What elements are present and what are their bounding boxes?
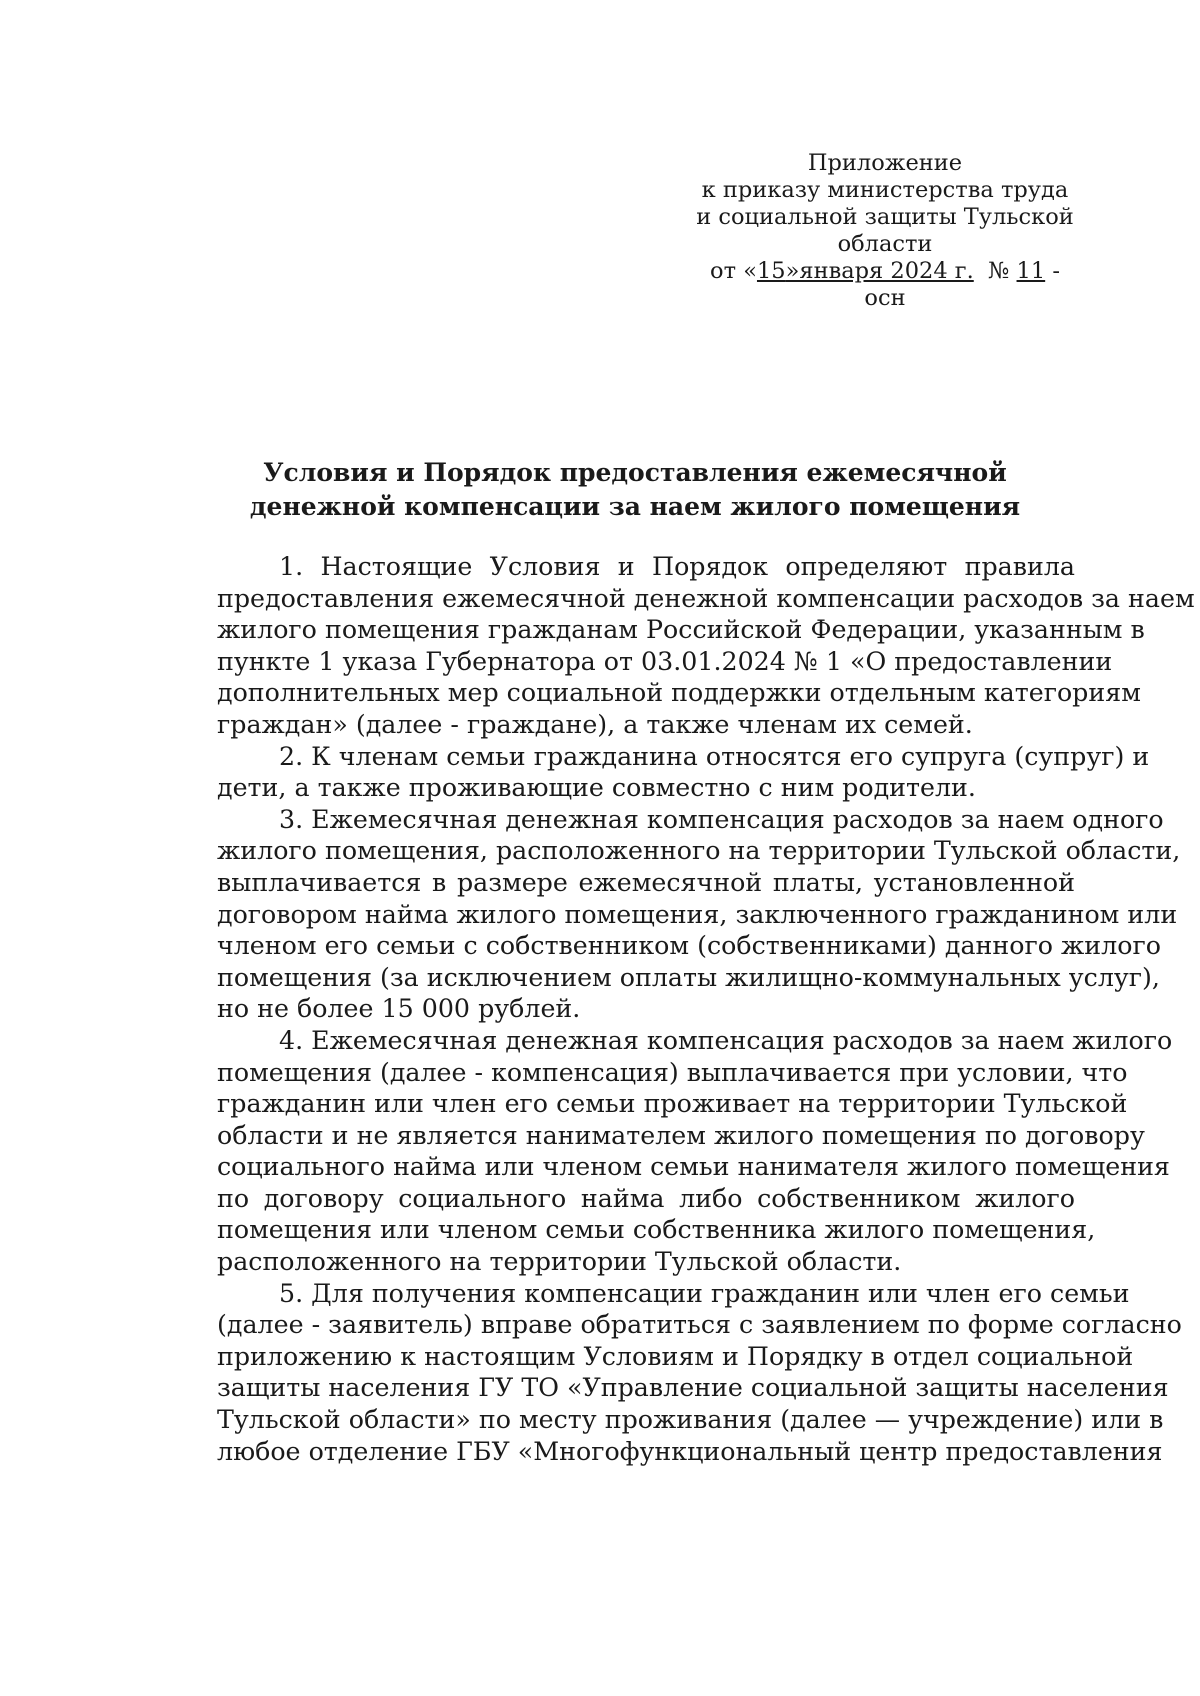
- paragraph-3-line: жилого помещения, расположенного на территории Тульской области,: [217, 836, 1181, 866]
- paragraph-2-line: дети, а также проживающие совместно с ним родители.: [217, 773, 976, 803]
- paragraph-1-line: предоставления ежемесячной денежной компенсации расходов за наем: [217, 583, 1195, 613]
- paragraph-3-line: членом его семьи с собственником (собственниками) данного жилого: [217, 931, 1161, 961]
- appendix-order-ref: к приказу министерства труда: [701, 177, 1069, 203]
- paragraph-5-line: 5. Для получения компенсации гражданин или член его семьи: [279, 1278, 1130, 1308]
- appendix-date-line: [690, 258, 1080, 312]
- date-day: 15: [756, 258, 786, 284]
- paragraph-1-line: дополнительных мер социальной поддержки отдельным категориям: [217, 678, 1141, 708]
- paragraph-4-line: гражданин или член его семьи проживает на территории Тульской: [217, 1089, 1128, 1119]
- paragraph-5-line: Тульской области» по месту проживания (далее — учреждение) или в: [217, 1405, 1164, 1435]
- date-month-year: »января 2024 г.: [785, 258, 974, 284]
- paragraph-3-line: выплачивается в размере ежемесячной платы, установленной: [217, 867, 1075, 897]
- paragraph-2-line: 2. К членам семьи гражданина относятся его супруга (супруг) и: [279, 741, 1150, 771]
- paragraph-5-line: приложению к настоящим Условиям и Порядку в отдел социальной: [217, 1341, 1134, 1371]
- appendix-title: Приложение: [807, 150, 963, 176]
- document-title: [200, 456, 1070, 524]
- paragraph-4-line: области и не является нанимателем жилого помещения по договору: [217, 1120, 1145, 1150]
- paragraph-4-line: помещения (далее - компенсация) выплачивается при условии, что: [217, 1057, 1128, 1087]
- appendix-region: области: [837, 231, 933, 257]
- number-prefix: №: [988, 258, 1010, 284]
- title-line: Условия и Порядок предоставления ежемесячной: [263, 458, 1007, 487]
- paragraph-5-line: любое отделение ГБУ «Многофункциональный центр предоставления: [217, 1436, 1163, 1466]
- document-body: [217, 551, 1195, 1467]
- paragraph-1-line: жилого помещения гражданам Российской Федерации, указанным в: [217, 615, 1145, 645]
- paragraph-1-line: граждан» (далее - граждане), а также членам их семей.: [217, 709, 973, 739]
- paragraph-4-line: помещения или членом семьи собственника жилого помещения,: [217, 1215, 1096, 1245]
- paragraph-3-line: но не более 15 000 рублей.: [217, 994, 581, 1024]
- paragraph-3-line: помещения (за исключением оплаты жилищно-коммунальных услуг),: [217, 962, 1160, 992]
- paragraph-1-line: 1. Настоящие Условия и Порядок определяют правила: [279, 552, 1075, 581]
- date-prefix: от «: [710, 258, 757, 284]
- paragraph-4-line: расположенного на территории Тульской области.: [217, 1247, 902, 1277]
- paragraph-3-line: договором найма жилого помещения, заключенного гражданином или: [217, 899, 1178, 929]
- paragraph-1-line: пункте 1 указа Губернатора от 03.01.2024 № 1 «О предоставлении: [217, 646, 1113, 676]
- number-suffix: -осн: [864, 258, 1060, 311]
- paragraph-5-line: защиты населения ГУ ТО «Управление социальной защиты населения: [217, 1373, 1169, 1403]
- appendix-header: [690, 150, 1080, 312]
- title-line: денежной компенсации за наем жилого помещения: [249, 492, 1021, 521]
- paragraph-4-line: социального найма или членом семьи нанимателя жилого помещения: [217, 1152, 1170, 1182]
- paragraph-5-line: (далее - заявитель) вправе обратиться с заявлением по форме согласно: [217, 1310, 1182, 1340]
- paragraph-4-line: по договору социального найма либо собственником жилого: [217, 1183, 1075, 1213]
- order-number: 11: [1016, 258, 1046, 284]
- appendix-ministry: и социальной защиты Тульской: [696, 204, 1074, 230]
- paragraph-3-line: 3. Ежемесячная денежная компенсация расходов за наем одного: [279, 804, 1164, 834]
- paragraph-4-line: 4. Ежемесячная денежная компенсация расходов за наем жилого: [279, 1025, 1173, 1055]
